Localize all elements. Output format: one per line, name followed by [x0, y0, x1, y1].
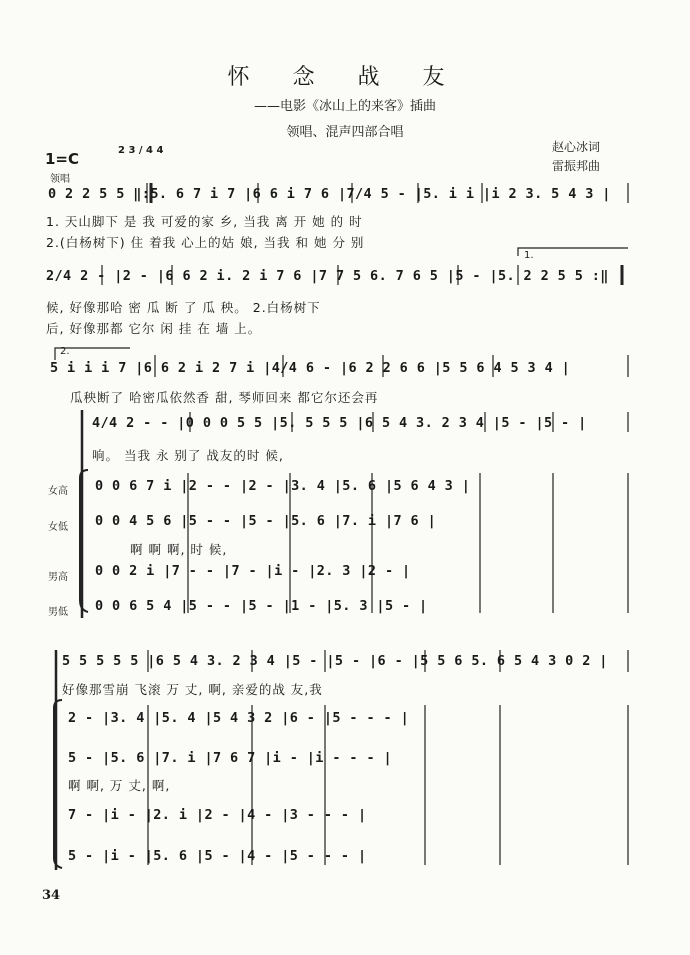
volta-2: 2. — [60, 346, 70, 357]
line1-lyric-verse1: 1. 天山脚下 是 我 可爱的家 乡, 当我 离 开 她 的 时 — [46, 214, 363, 229]
part-label-bass: 男低 — [48, 607, 68, 618]
performers-note: 领唱、混声四部合唱 — [286, 125, 404, 140]
time-signature: 2 3 / 4 4 — [118, 145, 164, 156]
system2-lead-lyric: 好像那雪崩 飞滚 万 丈, 啊, 亲爱的战 友,我 — [62, 682, 323, 697]
volta-1: 1. — [524, 250, 534, 261]
part-label-alto: 女低 — [48, 522, 68, 533]
system1-soprano-notes: 0 0 6 7 i |2 - - |2 - |3. 4 |5. 6 |5 6 4 3 | — [95, 478, 471, 494]
song-title: 怀 念 战 友 — [227, 65, 463, 90]
system1-alto-notes: 0 0 4 5 6 |5 - - |5 - |5. 6 |7. i |7 6 | — [95, 513, 437, 529]
system2-tenor-notes: 7 - |i - |2. i |2 - |4 - |3 - - - | — [68, 807, 367, 823]
song-subtitle: ——电影《冰山上的来客》插曲 — [253, 99, 436, 114]
line1-lyric-verse2: 2.(白杨树下) 住 着我 心上的姑 娘, 当我 和 她 分 别 — [46, 235, 365, 250]
key-signature: 1=C — [45, 150, 80, 168]
line2-lyric-verse1: 候, 好像那哈 密 瓜 断 了 瓜 秧。 2.白杨树下 — [46, 300, 321, 315]
system2-lead-notes: 5 5 5 5 5 |6 5 4 3. 2 3 4 |5 - |5 - |6 - |5 5 6 5. 6 5 4 3 0 2 | — [62, 653, 608, 669]
part-label-tenor: 男高 — [48, 572, 68, 583]
line1-notes: 0 2 2 5 5 ‖:5. 6 7 i 7 |6 6 i 7 6 |7/4 5 - |5. i i |i 2 3. 5 4 3 | — [48, 186, 611, 202]
line2-lyric-verse2: 后, 好像那都 它尔 闲 挂 在 墙 上。 — [46, 321, 262, 336]
part-label-soprano: 女高 — [48, 486, 68, 497]
system2-alto-notes: 5 - |5. 6 |7. i |7 6 7 |i - |i - - - | — [68, 750, 393, 766]
system2-soprano-notes: 2 - |3. 4 |5. 4 |5 4 3 2 |6 - |5 - - - | — [68, 710, 410, 726]
system2-choir-lyric: 啊 啊, 万 丈, 啊, — [68, 778, 171, 793]
line2-notes: 2/4 2 - |2 - |6 6 2 i. 2 i 7 6 |7 7 5 6. 7 6 5 |5 - |5. 2 2 5 5 :‖ — [46, 268, 609, 284]
system2-bass-notes: 5 - |i - |5. 6 |5 - |4 - |5 - - - | — [68, 848, 367, 864]
composer-credit: 雷振邦曲 — [552, 159, 601, 173]
page-number: 34 — [42, 888, 61, 903]
system1-bass-notes: 0 0 6 5 4 |5 - - |5 - |1 - |5. 3 |5 - | — [95, 598, 428, 614]
lyricist-credit: 赵心冰词 — [552, 140, 601, 154]
system1-tenor-notes: 0 0 2 i |7 - - |7 - |i - |2. 3 |2 - | — [95, 563, 411, 579]
system1-choir-lyric: 啊 啊 啊, 时 候, — [130, 542, 228, 557]
system1-lead-notes: 4/4 2 - - |0 0 0 5 5 |5. 5 5 5 |6 5 4 3. 2 3 4 |5 - |5 - | — [92, 415, 587, 431]
lead-tag: 领唱 — [50, 174, 70, 185]
line3-notes: 5 i i i 7 |6 6 2 i 2 7 i |4/4 6 - |6 2 2 6 6 |5 5 6 4 5 3 4 | — [50, 360, 571, 376]
line3-lyric: 瓜秧断了 哈密瓜依然香 甜, 琴师回来 都它尔还会再 — [70, 390, 379, 405]
system1-lead-lyric: 响。 当我 永 别了 战友的时 候, — [92, 448, 284, 463]
